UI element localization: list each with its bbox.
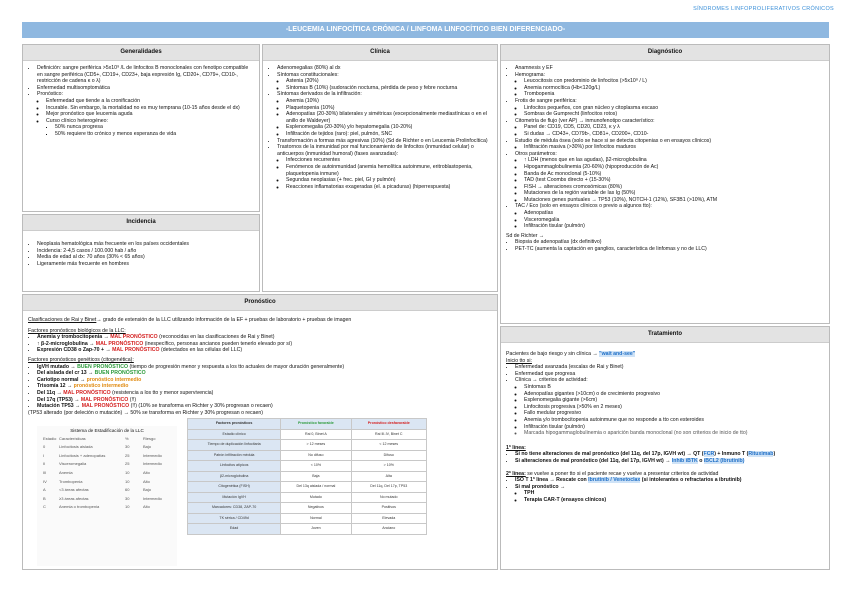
- linea1-item: [515, 451, 824, 458]
- gen-item: • Enfermedad multisomptomática: [37, 85, 254, 92]
- estadio-row: [37, 452, 177, 461]
- factor-cell: Difuso: [351, 450, 426, 461]
- cli-item: • Trastornos de la inmunidad por mal funcionamiento de linfocitos (inmunidad celular) o anticuerpos (inmunidad humoral) (fases avanzadas): ◦ Infecciones recurrentes ◦ Fenómenos de autoinmunidad (anemia hemolítica autoinmune, eritroblastopenia, plaquetopenia inmune) ◦ Segundas neoplasias (+ frec. piel, GI y pulmón) ◦ Reacciones inflamatorias exageradas (el. a picaduras) (hiperrespuesta): [277, 144, 492, 190]
- estadio-cell: 10: [125, 478, 130, 484]
- factor-cell: > 12 meses: [281, 440, 351, 451]
- estadio-cell: A: [43, 487, 46, 493]
- factor-cell: Rai 0, Binet A: [281, 429, 351, 440]
- tx-item: • Clínica → criterios de actividad: ◦ Síntomas B ◦ Adenopatías gigantes (>10cm) o de crecimiento progresivo ◦ Esplenomegalia gigante (>6cm) ◦ Linfocitosis progresiva (>50% en 2 meses) ◦ Fallo medular progresivo ◦ Anemia y/o trombocitopenia autoinmune que no responde a tto con esteroides ◦ Infiltración tisular (pulmón) ◦ Marcada hipogammaglobulinemia o aparición banda monoclonal (no son criterios de inicio de tto): [515, 377, 824, 436]
- gen-post: (!!) (10% se transforma en Richter y 30% progresan o recaen): [129, 403, 273, 410]
- gen-pre: Del 11q →: [37, 389, 64, 396]
- bio-tag: MAL PRONÓSTICO: [112, 347, 160, 354]
- dx-item: • Otros parámetros: ◦ ↑ LDH (menos que en las agudas), β2-microglobulina ◦ Hipogammaglobulinemia (20-60%) (hipoproducción de Ac) ◦ Banda de Ac monoclonal (5-10%) ◦ TAD (test Coombs directo + (15-30%) ◦ FISH → alteraciones cromosómicas (80%) ◦ Mutaciones de la región variable de Ias Ig (50%) ◦ Mutaciones genes puntuales → TP53 (10%), NOTCH-1 (12%), SF3B1 (>10%), ATM: [515, 151, 824, 204]
- gen-factor: [37, 383, 492, 390]
- estadio-cell: IV: [43, 478, 47, 484]
- estadio-cell: 25: [125, 461, 130, 467]
- cli-item: • Adenomegalias (80%) al dx: [277, 65, 492, 72]
- l2-tag: Ibrutinib / Venetoclax: [588, 477, 641, 484]
- dx-sub: ◦ Si dudas → CD43+, CD79b-, CD81+, CD200+, CD10-: [524, 131, 824, 138]
- linea2-list: [506, 477, 824, 503]
- estadio-row: [37, 469, 177, 478]
- tx-sub: ◦ Marcada hipogammaglobulinemia o aparición banda monoclonal (no son criterios de inicio de tto): [524, 430, 824, 437]
- estadio-cell: 30: [125, 444, 130, 450]
- gen-item: • Pronóstico: ◦ Enfermedad que tiende a la cronificación ◦ Incurable. Sin embargo, la mortalidad no es muy temprana (10-15 años desde el dx) ◦ Mejor pronóstico que leucemia aguda ◦ Curso clínico heterogéneo: ▪ 50% nunca progresa ▪ 50% requiere tto crónico y menos esperanza de vida: [37, 91, 254, 137]
- tx-item: • Enfermedad que progresa: [515, 371, 824, 378]
- dx-item: • Anamnesis y EF: [515, 65, 824, 72]
- estadio-cell: 10: [125, 469, 130, 475]
- gen-tag: MAL PRONÓSTICO: [81, 403, 130, 410]
- linea2-subitem: ◦ Terapia CAR-T (ensayos clínicos): [524, 497, 824, 504]
- estadio-row: [37, 495, 177, 504]
- factor-cell: β2-microglobulina: [188, 471, 281, 482]
- estadio-cell: Alto: [143, 469, 150, 475]
- dx-sub: • Biopsia de adenopatías (dx definitivo): [515, 239, 824, 246]
- factor-cell: Elevada: [351, 513, 426, 524]
- estadio-row: [37, 460, 177, 469]
- estadio-cell: 30: [125, 495, 130, 501]
- linea2-subitem: ◦ TPH: [524, 490, 824, 497]
- gen-sub: ◦ Mejor pronóstico que leucemia aguda: [46, 111, 254, 118]
- dx-sub: ◦ Infiltración masiva (>30%) por linfocitos maduros: [524, 144, 824, 151]
- factor-cell: < 12 meses: [351, 440, 426, 451]
- factor-cell: Alta: [351, 471, 426, 482]
- gen-pre: Trisomía 12 →: [37, 383, 74, 390]
- gen-factor: [37, 377, 492, 384]
- inc-item: • Incidencia: 2-4,5 casos / 100.000 hab / año: [37, 248, 254, 255]
- th: Pronóstico favorable: [281, 419, 351, 430]
- factor-cell: Mutación IgVH: [188, 492, 281, 503]
- gen-post: (!!): [128, 396, 137, 403]
- linea1-item: [515, 458, 824, 465]
- page-title: -LEUCEMIA LINFOCÍTICA CRÓNICA / LINFOMA LINFOCÍTICO BIEN DIFERENCIADO-: [22, 22, 829, 38]
- linea1-list: [506, 451, 824, 464]
- l1-pre: Si alteraciones de mal pronóstico (del 11q, del 17p, IGVH wt) →: [515, 457, 672, 464]
- pronostico-panel: [22, 294, 498, 570]
- tx-sub: ◦ Síntomas B: [524, 384, 824, 391]
- factor-cell: Rai III-IV, Binet C: [351, 429, 426, 440]
- factor-cell: TK sérica / CD49d: [188, 513, 281, 524]
- tx-sub: ◦ Infiltración tisular (pulmón): [524, 424, 824, 431]
- estadio-cell: Estadio: [43, 435, 57, 441]
- cli-sub: ◦ Reacciones inflamatorias exageradas (el. a picaduras) (hiperrespuesta): [286, 184, 492, 191]
- cli-sub: ◦ Fenómenos de autoinmunidad (anemia hemolítica autoinmune, eritroblastopenia, plaquetopenia inmune): [286, 164, 492, 177]
- cli-sub: ◦ Segundas neoplasias (+ frec. piel, GI y pulmón): [286, 177, 492, 184]
- generalidades-title: Generalidades: [23, 45, 259, 61]
- gen-sub: ◦ Incurable. Sin embargo, la mortalidad no es muy temprana (10-15 años desde el dx): [46, 105, 254, 112]
- cli-sub: ◦ Infiltración de tejidos (raro): piel, pulmón, SNC: [286, 131, 492, 138]
- diagnostico-title: Diagnóstico: [501, 45, 829, 61]
- clinica-panel: [262, 44, 498, 292]
- factor-cell: Estadio clínico: [188, 429, 281, 440]
- factores-table: [187, 418, 427, 535]
- l1-tag: FCR: [703, 451, 715, 458]
- bio-title: Factores pronósticos biológicos de la LLC:: [28, 327, 126, 334]
- bio-pre: Expresión CD38 o Zap-70 + →: [37, 347, 113, 354]
- factor-cell: > 10%: [351, 461, 426, 472]
- dx-sub: ◦ FISH → alteraciones cromosómicas (80%): [524, 184, 824, 191]
- dx-item: • Estudio de médula ósea (solo se hace si se detecta citopenias o en ensayos clínicos) ◦ Infiltración masiva (>30%) por linfocitos maduros: [515, 138, 824, 151]
- estadio-row: [37, 478, 177, 487]
- bajo-riesgo: Pacientes de bajo riesgo y sin clínica → "wait and-see": [506, 351, 636, 357]
- estadio-row: [37, 443, 177, 452]
- estadio-cell: Anemia o trombopenia: [59, 504, 100, 510]
- l2-pre: Si mal pronóstico →: [515, 483, 566, 490]
- l1-tag2: Rituximab: [748, 451, 774, 458]
- estadificacion-title: Sistema de Estadificación de la LLC: [70, 428, 144, 433]
- factor-row: [188, 503, 427, 514]
- estadio-row: [37, 435, 177, 444]
- bio-tag: MAL PRONÓSTICO: [95, 340, 144, 347]
- cli-item: • Síntomas derivados de la infiltración: ◦ Anemia (10%) ◦ Plaquetopenia (10%) ◦ Adenopatías (20-30%) bilaterales y simétricas (excepcionalmente mediastínicas o en el anillo de Waldeyer) ◦ Esplenomegalia (20-30%) y/o hepatomegalia (10-20%) ◦ Infiltración de tejidos (raro): piel, pulmón, SNC: [277, 91, 492, 137]
- gen-tag: BUEN PRONÓSTICO: [94, 370, 146, 377]
- factor-cell: Patrón infiltración médula: [188, 450, 281, 461]
- factor-cell: Linfocitos atípicos: [188, 461, 281, 472]
- l1-tag: Inhib iBTK: [671, 457, 698, 464]
- factor-cell: Anciano: [351, 524, 426, 535]
- gen-sub: ◦ Curso clínico heterogéneo: ▪ 50% nunca progresa ▪ 50% requiere tto crónico y menos esperanza de vida: [46, 118, 254, 138]
- factor-cell: Normal: [281, 513, 351, 524]
- dx-sub: ◦ Banda de Ac monoclonal (5-10%): [524, 171, 824, 178]
- th: Pronóstico desfavorable: [351, 419, 426, 430]
- dx-sub: ◦ Hipogammaglobulinemia (20-60%) (hipoproducción de Ac): [524, 164, 824, 171]
- cli-item: • Síntomas constitucionales: ◦ Astenia (20%) ◦ Síntomas B (10%) (sudoración nocturna, pérdida de peso y febre nocturna: [277, 72, 492, 92]
- estadio-cell: Bajo: [143, 444, 152, 450]
- estadio-cell: B: [43, 495, 46, 501]
- factor-cell: Mutado: [281, 492, 351, 503]
- dx-item: • Citometría de flujo (ver AP) → inmunofenotipo característico: ◦ Panel de: CD19, CD5, CD20, CD23, κ y λ ◦ Si dudas → CD43+, CD79b-, CD81+, CD200+, CD10-: [515, 118, 824, 138]
- incidencia-title: Incidencia: [23, 215, 259, 231]
- dx-sub: ◦ Infiltración tisular (pulmón): [524, 223, 824, 230]
- estadio-cell: Trombopenia: [59, 478, 83, 484]
- tx-sub: ◦ Fallo medular progresivo: [524, 410, 824, 417]
- generalidades-panel: [22, 44, 260, 212]
- tx-item: • Enfermedad avanzada (escalas de Rai y Binet): [515, 364, 824, 371]
- estadio-cell: <3 áreas afectas: [59, 487, 89, 493]
- cli-sub: ◦ Síntomas B (10%) (sudoración nocturna, pérdida de peso y febre nocturna: [286, 85, 492, 92]
- gen-pre: Mutación TP53 →: [37, 403, 82, 410]
- tratamiento-panel: [500, 326, 830, 570]
- estadio-cell: Intermedio: [143, 452, 162, 458]
- gen-tag: pronóstico intermedio: [73, 383, 129, 390]
- estadio-cell: Anemia: [59, 469, 73, 475]
- linea1-title: 1ª línea:: [506, 444, 526, 451]
- dx-sub: ◦ Sombras de Gumprecht (linfocitos rotos): [524, 111, 824, 118]
- inicio-tto: Inicio tto si:: [506, 357, 532, 364]
- estadio-cell: Características: [59, 435, 86, 441]
- l1-post: ): [773, 451, 776, 458]
- tratamiento-title: Tratamiento: [501, 327, 829, 343]
- linea2-item: [515, 484, 824, 504]
- gen-pre: Cariotipo normal →: [37, 376, 87, 383]
- dx-sub: ◦ Leucocitosis con predominio de linfocitos (>5x10⁹ / L): [524, 78, 824, 85]
- estadio-cell: C: [43, 504, 46, 510]
- clinica-title: Clínica: [263, 45, 497, 61]
- bio-item: [37, 347, 492, 354]
- richter: Sd de Richter →: [506, 232, 545, 239]
- factor-cell: Marcadores: CD38, ZAP-70: [188, 503, 281, 514]
- l1-tag2: iBCL2 (Ibrutinib): [703, 457, 745, 464]
- cli-sub: ◦ Infecciones recurrentes: [286, 157, 492, 164]
- estadio-cell: Linfocitosis + adenopatías: [59, 452, 106, 458]
- linea2-sub: [515, 490, 824, 503]
- gen-factor: [37, 390, 492, 397]
- dx-sub: ◦ Trombopenia: [524, 91, 824, 98]
- l2-post: (si intolerantes o refractarios a ibrutinib): [640, 477, 742, 484]
- factor-row: [188, 471, 427, 482]
- estadificacion-table: [37, 426, 177, 566]
- estadio-cell: II: [43, 461, 46, 467]
- gen-note: (TP53 alterado (por deleción o mutación) → 50% se transforma en Richter y 30% progresan o recaen): [28, 409, 263, 416]
- dx-sub: ◦ Anemia normocítica (Hb<120g/L): [524, 85, 824, 92]
- gen-tag: pronóstico intermedio: [86, 376, 142, 383]
- factor-row: [188, 492, 427, 503]
- estadio-cell: 60: [125, 487, 130, 493]
- gen-post: (resistencia a los tto y menor supervivencia): [110, 389, 214, 396]
- estadio-cell: 0: [43, 444, 46, 450]
- cli-sub: ◦ Adenopatías (20-30%) bilaterales y simétricas (excepcionalmente mediastínicas o en el anillo de Waldeyer): [286, 111, 492, 124]
- factor-cell: Tiempo de duplicación linfocitaria: [188, 440, 281, 451]
- factor-row: [188, 524, 427, 535]
- factor-cell: No mutado: [351, 492, 426, 503]
- cli-sub: ◦ Plaquetopenia (10%): [286, 105, 492, 112]
- factor-cell: Negativos: [281, 503, 351, 514]
- dx-sub: • PET-TC (aumenta la captación en ganglios, característica de linfomas y no de LLC): [515, 246, 824, 253]
- gen-tag: MAL PRONÓSTICO: [80, 396, 129, 403]
- gen-pre: Del aislada del cr 13 →: [37, 370, 95, 377]
- factor-cell: < 10%: [281, 461, 351, 472]
- dx-sub: ◦ Linfocitos pequeños, con gran núcleo y citoplasma escaso: [524, 105, 824, 112]
- cli-sub: ◦ Astenia (20%): [286, 78, 492, 85]
- factor-row: [188, 429, 427, 440]
- factor-row: [188, 440, 427, 451]
- estadio-cell: III: [43, 469, 47, 475]
- inc-item: • Neoplasia hematológica más frecuente en los países occidentales: [37, 241, 254, 248]
- estadio-cell: Intermedio: [143, 461, 162, 467]
- gen-subsub: ▪ 50% nunca progresa: [55, 124, 254, 131]
- dx-sub: ◦ Visceromegalia: [524, 217, 824, 224]
- th: Factores pronósticos: [188, 419, 281, 430]
- gen-pre: IgVH mutado →: [37, 363, 78, 370]
- gen-factor: [37, 403, 492, 410]
- tx-sub: ◦ Esplenomegalia gigante (>6cm): [524, 397, 824, 404]
- factor-row: [188, 513, 427, 524]
- incidencia-panel: [22, 214, 260, 292]
- dx-sub: ◦ Mutaciones genes puntuales → TP53 (10%), NOTCH-1 (12%), SF3B1 (>10%), ATM: [524, 197, 824, 204]
- factor-cell: Del 13q aislada / normal: [281, 482, 351, 493]
- factor-cell: No difuso: [281, 450, 351, 461]
- gen-subsub: ▪ 50% requiere tto crónico y menos esperanza de vida: [55, 131, 254, 138]
- estadio-cell: Intermedio: [143, 495, 162, 501]
- factor-cell: Baja: [281, 471, 351, 482]
- factor-cell: Joven: [281, 524, 351, 535]
- cli-item: • Transformación a formas más agresivas (10%) (Sd de Richter o en Leucemia Prolinfocítica): [277, 138, 492, 145]
- factor-cell: Del 11q, Del 17p, TP53: [351, 482, 426, 493]
- linea2-item: [515, 477, 824, 484]
- tx-sub: ◦ Anemia y/o trombocitopenia autoinmune que no responde a tto con esteroides: [524, 417, 824, 424]
- gen-list: [28, 364, 492, 410]
- clasificacion: Clasificaciones de Rai y Binet→ grado de extensión de la LLC utilizando información de la EF + pruebas de laboratorio + pruebas de imagen: [28, 317, 352, 323]
- linea2: 2ª línea: se vuelve a poner tto si el paciente recae y vuelve a presentar criterios de actividad: [506, 470, 719, 477]
- estadio-cell: ≥3 áreas afectas: [59, 495, 89, 501]
- factor-cell: Positivos: [351, 503, 426, 514]
- factor-row: [188, 482, 427, 493]
- gen-factor: [37, 370, 492, 377]
- dx-sub: ◦ Panel de: CD19, CD5, CD20, CD23, κ y λ: [524, 124, 824, 131]
- factor-cell: Edad: [188, 524, 281, 535]
- gen-tag: BUEN PRONÓSTICO: [77, 363, 129, 370]
- estadio-cell: 25: [125, 452, 130, 458]
- dx-item: • Frotis de sangre periférica: ◦ Linfocitos pequeños, con gran núcleo y citoplasma escaso ◦ Sombras de Gumprecht (linfocitos rotos): [515, 98, 824, 118]
- estadio-cell: %: [125, 435, 129, 441]
- dx-sub: ◦ Adenopatías: [524, 210, 824, 217]
- l2-pre: ISO T 1ª línea → Rescate con: [515, 477, 589, 484]
- estadio-cell: Alto: [143, 478, 150, 484]
- dx-sub: ◦ ↑ LDH (menos que en las agudas), β2-microglobulina: [524, 157, 824, 164]
- gen-sub: ◦ Enfermedad que tiende a la cronificación: [46, 98, 254, 105]
- tx-sub: ◦ Adenopatías gigantes (>10cm) o de crecimiento progresivo: [524, 391, 824, 398]
- gen-pre: Del 17q (TP53) →: [37, 396, 81, 403]
- inc-item: • Ligeramente más frecuente en hombres: [37, 261, 254, 268]
- estadio-row: [37, 486, 177, 495]
- gen-post: (tiempo de progresión menor y respuesta a los tto actuales de mayor duración generalmente): [128, 363, 345, 370]
- factor-row: [188, 461, 427, 472]
- l1-mid: o: [697, 457, 704, 464]
- l1-pre: Si no tiene alteraciones de mal pronóstico (del 11q, del 17p, IGVH wt) → QT (: [515, 451, 704, 458]
- tx-sub: ◦ Linfocitosis progresiva (>50% en 2 meses): [524, 404, 824, 411]
- bio-tag: MAL PRONÓSTICO: [110, 334, 158, 341]
- section-header: SÍNDROMES LINFOPROLIFERATIVOS CRÓNICOS: [693, 6, 834, 12]
- estadio-cell: Riesgo: [143, 435, 156, 441]
- diagnostico-panel: [500, 44, 830, 324]
- estadio-row: [37, 503, 177, 512]
- bio-pre: Anemia y trombocitopenia →: [37, 334, 111, 341]
- estadio-cell: Bajo: [143, 487, 152, 493]
- bio-pre: ↑ β-2-microglobulina →: [37, 340, 96, 347]
- gen-title: Factores pronósticos genéticos (citogenética):: [28, 356, 134, 363]
- dx-sub: ◦ Mutaciones de la región variable de Ias Ig (50%): [524, 190, 824, 197]
- pronostico-title: Pronóstico: [23, 295, 497, 311]
- bio-list: [28, 334, 492, 354]
- estadio-cell: I: [43, 452, 45, 458]
- estadio-cell: Visceromegalia: [59, 461, 87, 467]
- estadio-cell: Alto: [143, 504, 150, 510]
- bio-post: (inespecífico, personas ancianos pueden tenerlo elevado por sí): [143, 340, 293, 347]
- inc-item: • Media de edad al dx: 70 años (30% < 65 años): [37, 254, 254, 261]
- bio-post: (detectados en las células del LLC): [159, 347, 243, 354]
- bio-item: [37, 334, 492, 341]
- cli-sub: ◦ Anemia (10%): [286, 98, 492, 105]
- dx-item: • Hemograma: ◦ Leucocitosis con predominio de linfocitos (>5x10⁹ / L) ◦ Anemia normocítica (Hb<120g/L) ◦ Trombopenia: [515, 72, 824, 98]
- estadio-cell: 10: [125, 504, 130, 510]
- bio-post: (reconocidas en las clasificaciones de Rai y Binet): [157, 334, 275, 341]
- dx-item: • TAC / Eco (solo en ensayos clínicos o previo a algunos tto): ◦ Adenopatías ◦ Visceromegalia ◦ Infiltración tisular (pulmón): [515, 203, 824, 229]
- cli-sub: ◦ Esplenomegalia (20-30%) y/o hepatomegalia (10-20%): [286, 124, 492, 131]
- definicion: • Definición: sangre periférica >5x10⁹ /L de linfocitos B monoclonales con fenotipo compatible en sangre periférica (CD5+, CD19+, CD23+, baja expresión Ig, CD20+, CD79+, CD10-, restricción de cadena κ o λ): [37, 65, 254, 85]
- estadio-cell: Linfocitosis aislada: [59, 444, 93, 450]
- factor-cell: Citogenética (FISH): [188, 482, 281, 493]
- gen-tag: MAL PRONÓSTICO: [63, 389, 111, 396]
- factor-row: [188, 450, 427, 461]
- dx-sub: ◦ TAD (test Coombs directo + (15-30%): [524, 177, 824, 184]
- l1-mid: ) + Inmuno T (: [714, 451, 749, 458]
